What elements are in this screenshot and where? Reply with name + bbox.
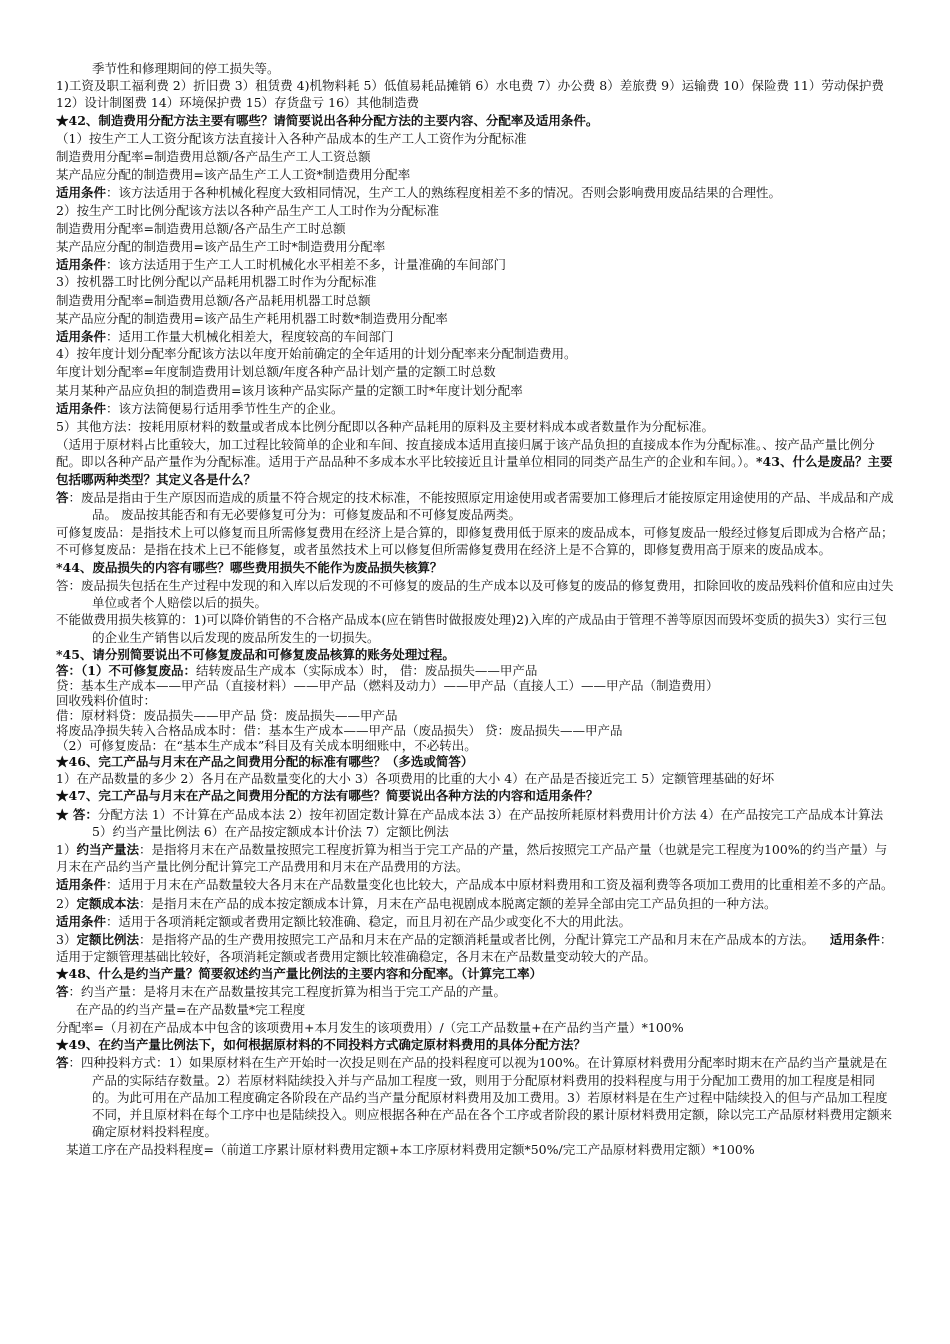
condition-line: 适用条件：适用于各项消耗定额或者费用定额比较准确、稳定，而且月初在产品少或变化不大的用此法。 xyxy=(56,913,632,929)
formula-line: 制造费用分配率=制造费用总额/各产品耗用机器工时总额 xyxy=(56,292,371,308)
condition-line: 适用条件：适用于月末在产品数量较大各月末在产品数量变化也比较大，产品成本中原材料费用和工资及福利费等各项加工费用的比重相差不多的产品。 xyxy=(56,877,894,893)
question-47: ★47、完工产品与月末在产品之间费用分配的方法有哪些？简要说出各种方法的内容和适用条件？ xyxy=(56,788,599,804)
text-line: 3）按机器工时比例分配以产品耗用机器工时作为分配标准 xyxy=(56,274,377,290)
condition-label: 适用条件 xyxy=(56,185,107,201)
method-equivalent-units: 1）约当产量法：是指将月末在产品数量按照完工程度折算为相当于完工产品的产量，然后按照完工产品产量（也就是完工程度为100%的约当产量）与月末在产品约当产量比例分配计算完工产品费用和月末在产品费用的方法。 xyxy=(56,841,888,875)
formula-line: 某产品应分配的制造费用=该产品生产工人工资*制造费用分配率 xyxy=(56,167,411,183)
text-line: 2）按生产工时比例分配该方法以各种产品生产工人工时作为分配标准 xyxy=(56,202,439,218)
formula-line: 年度计划分配率=年度制造费用计划总额/年度各种产品计划产量的定额工时总数 xyxy=(56,364,496,380)
text-line: 4）按年度计划分配率分配该方法以年度开始前确定的全年适用的计划分配率来分配制造费用。 xyxy=(56,346,577,362)
answer-49: 答：四种投料方式：1）如果原材料在生产开始时一次投足则在产品的投料程度可以视为100%。在计算原材料费用分配率时期末在产品约当产量就是在产品的实际结存数量。2）若原材料陆续投入并与产品加工程度一致，则用于分配原材料费用的投料程度与用于分配加工费用的加工程度是相同的。为此可用在产品加工程度确定各阶段在产品约当产量分配原材料费用及加工费用。3）若原材料是在生产过程中陆续投入的但与产品加工程度不同，并且原材料在每个工序中也是陆续投入。则应根据各种在产品在各个工序或者阶段的累计原材料费用定额，除以完工产品原材料费用定额来确定原材料投料程度。 xyxy=(56,1055,893,1140)
answer-43-irreparable: 不可修复废品：是指在技术上已不能修复，或者虽然技术上可以修复但所需修复费用在经济上是不合算的，即修复费用高于原来的废品成本。 xyxy=(56,542,832,558)
question-44: *44、废品损失的内容有哪些？哪些费用损失不能作为废品损失核算？ xyxy=(56,559,443,575)
formula-line: 某月某种产品应负担的制造费用=该月该种产品实际产量的定额工时*年度计划分配率 xyxy=(56,382,523,398)
document-page xyxy=(56,60,896,1159)
text-line: 1)工资及职工福利费 2）折旧费 3）租赁费 4)机物料耗 5）低值易耗品摊销 6）水电费 7）办公费 8）差旅费 9）运输费 10）保险费 11）劳动保护费 12）设计制图费 14）环境保护费 15）存货盘亏 16）其他制造费 xyxy=(56,78,884,111)
question-45: *45、请分别简要说出不可修复废品和可修复废品核算的账务处理过程。 xyxy=(56,646,455,662)
journal-line: 回收残料价值时： xyxy=(56,692,157,708)
journal-line: （2）可修复废品：在“基本生产成本”科目及有关成本明细账中，不必转出。 xyxy=(56,737,477,753)
answer-44-exclusions: 不能做费用损失核算的：1)可以降价销售的不合格产品成本(应在销售时做报废处理)2)入库的产成品由于管理不善等原因而毁坏变质的损失3）实行三包的企业生产销售以后发现的废品所发生的一切损失。 xyxy=(56,612,887,645)
condition-line: 适用条件：该方法适用于各种机械化程度大致相同情况，生产工人的熟练程度相差不多的情况。否则会影响费用废品结果的合理性。 xyxy=(56,185,782,201)
question-42: ★42、制造费用分配方法主要有哪些？请简要说出各种分配方法的主要内容、分配率及适用条件。 xyxy=(56,112,599,128)
formula-line: 制造费用分配率=制造费用总额/各产品生产工时总额 xyxy=(56,220,346,236)
condition-line: 适用条件：适用工作量大机械化相差大，程度较高的车间部门 xyxy=(56,329,394,345)
formula-line: 某道工序在产品投料程度=（前道工序累计原材料费用定额+本工序原材料费用定额*50%/完工产品原材料费用定额）*100% xyxy=(66,1142,755,1158)
text-line: 5）其他方法：按耗用原材料的数量或者成本比例分配即以各种产品耗用的原料及主要材料成本或者数量作为分配标准。 xyxy=(56,419,714,435)
question-43: *43、什么是废品？主要包括哪两种类型？其定义各是什么？ xyxy=(56,454,893,487)
question-46: ★46、完工产品与月末在产品之间费用分配的标准有哪些？（多选或简答） xyxy=(56,753,474,769)
text-line: （1）按生产工人工资分配该方法直接计入各种产品成本的生产工人工资作为分配标准 xyxy=(56,130,527,146)
answer-46: 1）在产品数量的多少 2）各月在产品数量变化的大小 3）各项费用的比重的大小 4）在产品是否接近完工 5）定额管理基础的好坏 xyxy=(56,771,775,787)
formula-line: 某产品应分配的制造费用=该产品生产工时*制造费用分配率 xyxy=(56,239,386,255)
formula-line: 分配率=（月初在产品成本中包含的该项费用+本月发生的该项费用）/（完工产品数量+在产品约当产量）*100% xyxy=(56,1019,684,1035)
condition-line: 适用条件：该方法适用于生产工人工时机械化水平相差不多，计量准确的车间部门 xyxy=(56,257,507,273)
answer-44: 答：废品损失包括在生产过程中发现的和入库以后发现的不可修复的废品的生产成本以及可修复的废品的修复费用，扣除回收的废品残料价值和应由过失单位或者个人赔偿以后的损失。 xyxy=(56,577,894,611)
formula-line: 某产品应分配的制造费用=该产品生产耗用机器工时数*制造费用分配率 xyxy=(56,310,448,326)
answer-43-repairable: 可修复废品：是指技术上可以修复而且所需修复费用在经济上是合算的，即修复费用低于原来的废品成本，可修复废品一般经过修复后即成为合格产品； xyxy=(56,525,894,541)
formula-line: 在产品的约当产量=在产品数量*完工程度 xyxy=(76,1001,306,1017)
answer-47: ★ 答：分配方法 1）不计算在产品成本法 2）按年初固定数计算在产品成本法 3）在产品按所耗原材料费用计价方法 4）在产品按完工产品成本计算法 5）约当产量比例法 6）在产品按定额成本计价法 7）定额比例法 xyxy=(56,806,884,839)
method-standard-cost: 2）定额成本法：是指月末在产品的成本按定额成本计算，月末在产品电视剧成本脱离定额的差异全部由完工产品负担的一种方法。 xyxy=(56,895,777,911)
answer-43: 答：废品是指由于生产原因而造成的质量不符合规定的技术标准，不能按照原定用途使用或者需要加工修理后才能按原定用途使用的产品、半成品和产成品。 废品按其能否和有无必要修复可分为：可修复废品和不可修复废品两类。 xyxy=(56,489,894,523)
formula-line: 制造费用分配率=制造费用总额/各产品生产工人工资总额 xyxy=(56,149,371,165)
journal-line: 贷：基本生产成本——甲产品（直接材料）——甲产品（燃料及动力）——甲产品（直接人工）——甲产品（制造费用） xyxy=(56,677,719,693)
text-line: 季节性和修理期间的停工损失等。 xyxy=(92,61,280,76)
answer-45: 答：（1）不可修复废品：结转废品生产成本（实际成本）时， 借：废品损失——甲产品 xyxy=(56,662,538,678)
condition-line: 适用条件：该方法简便易行适用季节性生产的企业。 xyxy=(56,400,344,416)
question-49: ★49、在约当产量比例法下，如何根据原材料的不同投料方式确定原材料费用的具体分配方法？ xyxy=(56,1037,586,1053)
journal-line: 借：原材料贷：废品损失——甲产品 贷：废品损失——甲产品 xyxy=(56,707,398,723)
answer-48: 答：约当产量：是将月末在产品数量按其完工程度折算为相当于完工产品的产量。 xyxy=(56,983,507,999)
journal-line: 将废品净损失转入合格品成本时：借：基本生产成本——甲产品（废品损失） 贷：废品损失——甲产品 xyxy=(56,722,623,738)
method-quota-ratio: 3）定额比例法：是指将产品的生产费用按照完工产品和月末在产品的定额消耗量或者比例，分配计算完工产品和月末在产品成本的方法。 适用条件：适用于定额管理基础比较好，各项消耗定额或者费用定额比较准确稳定，各月末在产品数量变动较大的产品。 xyxy=(56,931,893,965)
text-paragraph: （适用于原材料占比重较大，加工过程比较简单的企业和车间、按直接成本适用直接归属于该产品负担的直接成本作为分配标准。、按产品产量比例分配。即以各种产品产量作为分配标准。适用于产品品种不多成本水平比较接近且计量单位相同的同类产品生产的企业和车间。）。*43、什么是废品？主要包括哪两种类型？其定义各是什么？ xyxy=(56,437,893,487)
question-48: ★48、什么是约当产量？简要叙述约当产量比例法的主要内容和分配率。（计算完工率） xyxy=(56,966,543,982)
